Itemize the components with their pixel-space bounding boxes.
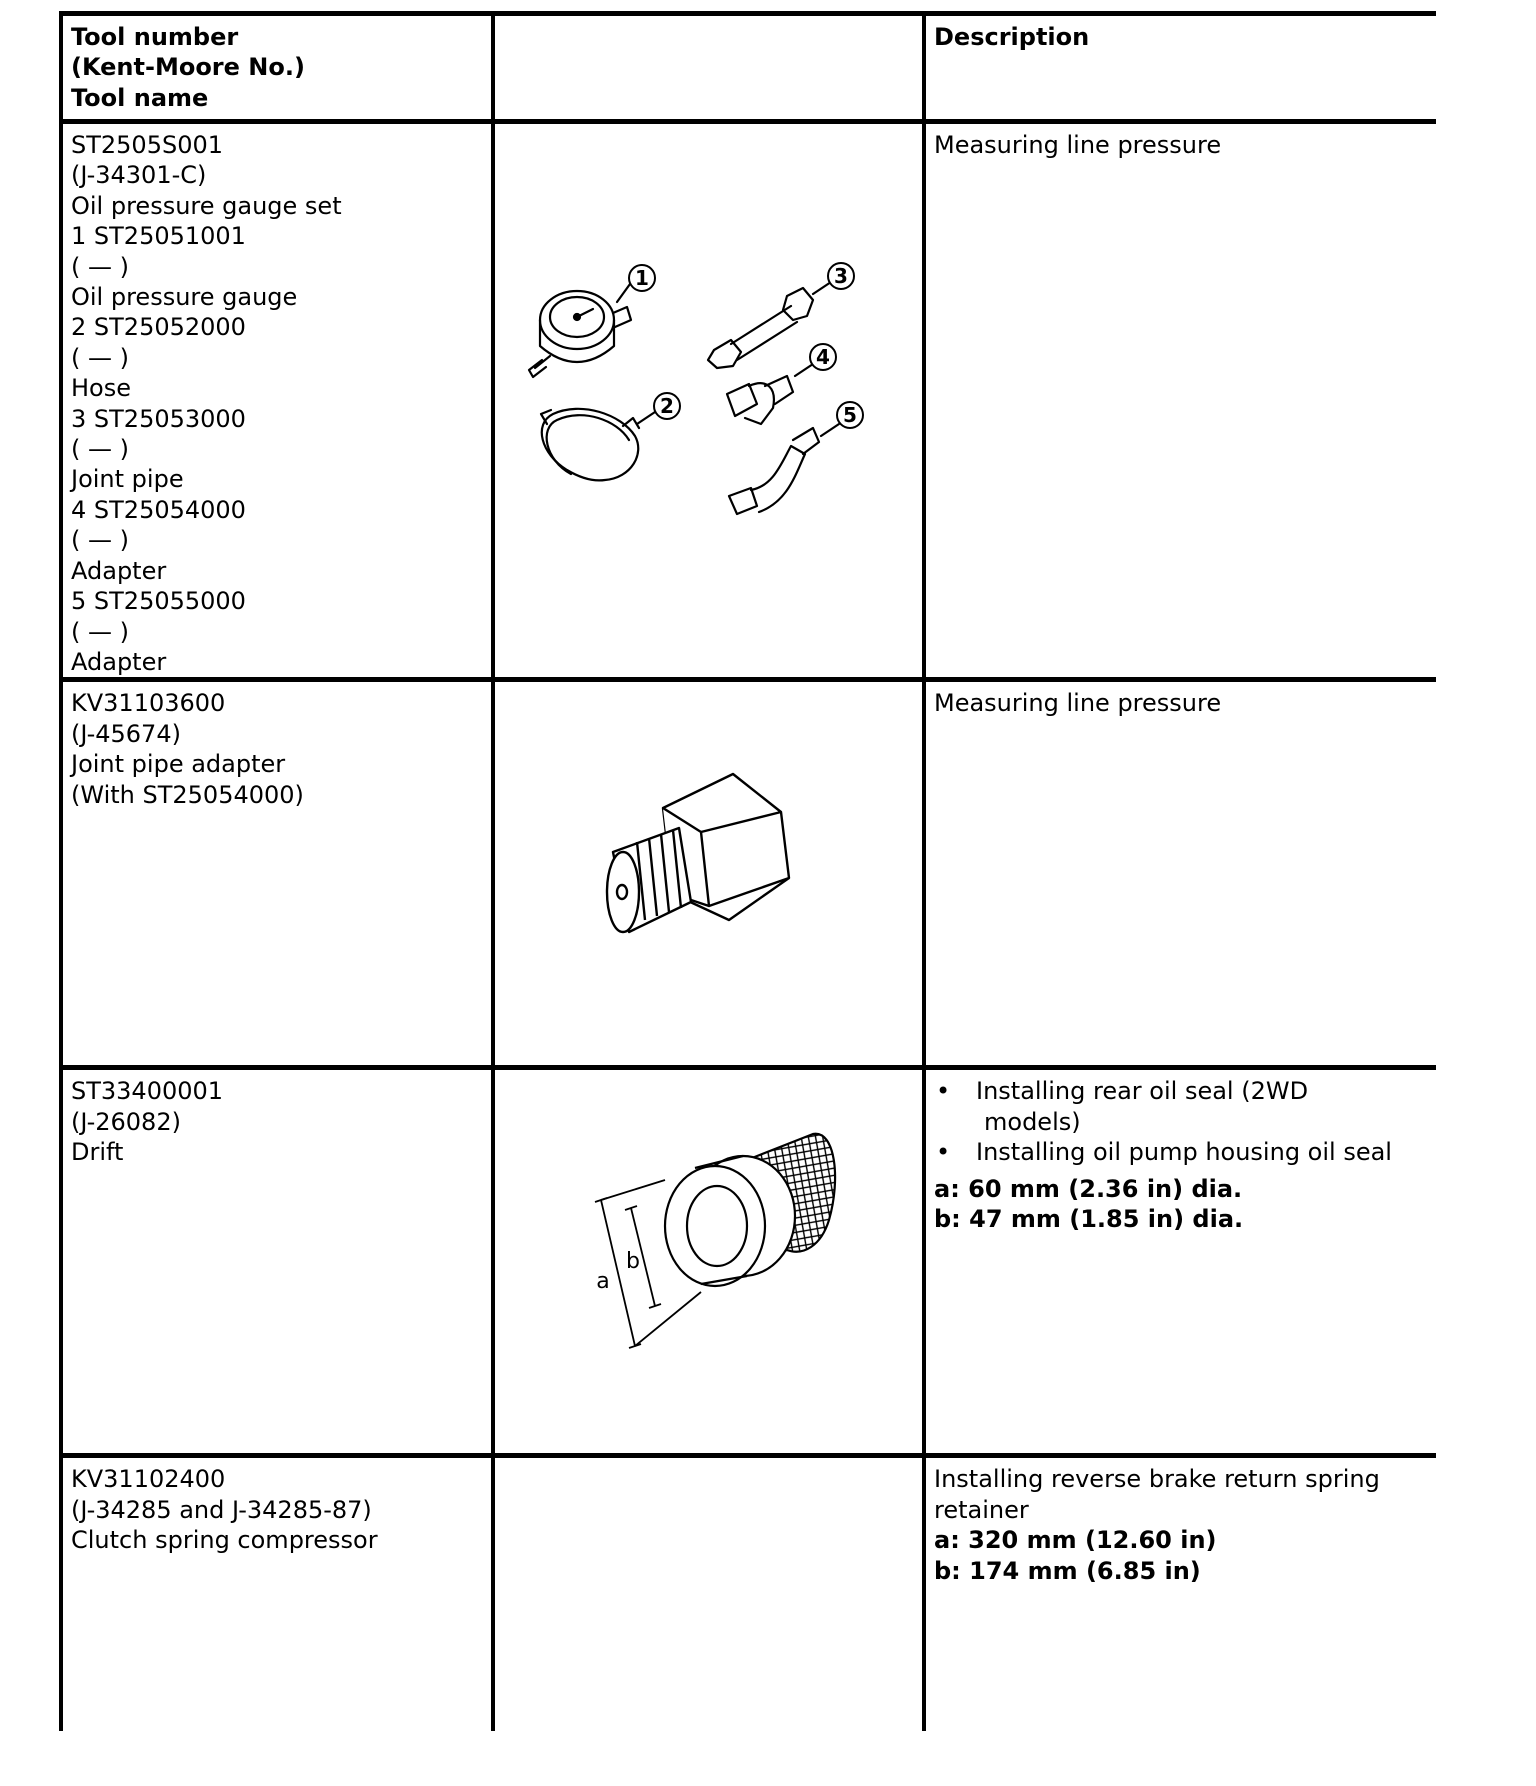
tool-line: 2 ST25052000 [71, 313, 246, 342]
illustration-cell [493, 1456, 924, 1731]
tool-table-sheet [59, 11, 1436, 1731]
illustration-cell [493, 122, 924, 680]
tool-line: Clutch spring compressor [71, 1526, 378, 1555]
description-text: Measuring line pressure [934, 131, 1222, 159]
callout-2: 2 [660, 394, 674, 418]
spec-a: a: 60 mm (2.36 in) dia. [934, 1174, 1243, 1203]
description-cell [924, 1068, 1436, 1456]
spec-a: a: 320 mm (12.60 in) [934, 1526, 1217, 1555]
hose-drawing [541, 409, 655, 481]
tool-line: 1 ST25051001 [71, 222, 246, 251]
header-illustration-cell [493, 14, 924, 122]
drift-illustration [495, 1070, 924, 1453]
tool-line: ST33400001 [71, 1077, 224, 1106]
bullet-text: Installing oil pump housing oil seal [976, 1138, 1392, 1167]
illustration-cell [493, 1068, 924, 1456]
tool-line: (J-26082) [71, 1107, 181, 1136]
bullet-dot: • [936, 1077, 951, 1106]
description-cell [924, 1456, 1436, 1731]
bullet-text-continued: models) [984, 1107, 1081, 1136]
tool-line: ( — ) [71, 435, 129, 464]
bullet-item [934, 1137, 1436, 1167]
table-row [61, 1456, 1436, 1731]
table-row [61, 122, 1436, 680]
tool-line: Adapter [71, 647, 167, 676]
callout-1: 1 [635, 266, 649, 290]
tool-line: Hose [71, 374, 131, 403]
description-cell [924, 680, 1436, 1068]
tool-line: Oil pressure gauge [71, 283, 298, 312]
joint-pipe-adapter-illustration [495, 682, 924, 1065]
table-header-row [61, 14, 1436, 122]
bullet-dot: • [936, 1138, 951, 1167]
bullet-item [934, 1076, 1436, 1137]
table-row [61, 1068, 1436, 1456]
tool-line: KV31103600 [71, 689, 226, 718]
tool-line: ( — ) [71, 617, 129, 646]
tool-line: 4 ST25054000 [71, 495, 246, 524]
oil-pressure-gauge-drawing [529, 284, 631, 377]
tool-line: (J-34285 and J-34285-87) [71, 1495, 372, 1524]
tool-line: ST2505S001 [71, 131, 224, 159]
tool-cell [61, 1456, 493, 1731]
dimension-label-a: a [596, 1269, 610, 1295]
description-text: retainer [934, 1495, 1029, 1524]
dimension-label-b: b [626, 1249, 640, 1275]
adapter-5-drawing [729, 424, 839, 514]
description-text: Measuring line pressure [934, 689, 1222, 718]
header-tool-number: Tool number [71, 23, 239, 51]
adapter-4-drawing [727, 364, 813, 424]
tool-line: ( — ) [71, 252, 129, 281]
spec-b: b: 174 mm (6.85 in) [934, 1556, 1201, 1585]
tool-cell [61, 1068, 493, 1456]
header-description-cell [924, 14, 1436, 122]
header-kent-moore: (Kent-Moore No.) [71, 53, 305, 82]
spec-b: b: 47 mm (1.85 in) dia. [934, 1204, 1244, 1233]
special-service-tools-table [59, 11, 1436, 1731]
illustration-cell [493, 680, 924, 1068]
header-tool-cell [61, 14, 493, 122]
table-row [61, 680, 1436, 1068]
bullet-text: Installing rear oil seal (2WD [976, 1077, 1309, 1106]
description-text: Installing reverse brake return spring [934, 1465, 1380, 1494]
tool-line: Oil pressure gauge set [71, 191, 342, 220]
description-cell [924, 122, 1436, 680]
tool-line: ( — ) [71, 526, 129, 555]
tool-line: (J-45674) [71, 719, 181, 748]
callout-5: 5 [843, 403, 857, 427]
tool-line: Joint pipe [71, 465, 184, 494]
tool-line: KV31102400 [71, 1465, 226, 1494]
header-tool-name: Tool name [71, 83, 209, 112]
tool-cell [61, 122, 493, 680]
oil-pressure-gauge-set-illustration [495, 124, 924, 676]
tool-line: Joint pipe adapter [71, 750, 286, 779]
header-description: Description [934, 23, 1090, 51]
tool-line: (With ST25054000) [71, 780, 304, 809]
tool-line: Drift [71, 1138, 124, 1167]
tool-line: Adapter [71, 556, 167, 585]
callout-3: 3 [834, 264, 848, 288]
tool-line: ( — ) [71, 343, 129, 372]
tool-line: 5 ST25055000 [71, 587, 246, 616]
tool-line: 3 ST25053000 [71, 404, 246, 433]
callout-4: 4 [816, 345, 830, 369]
tool-line: (J-34301-C) [71, 161, 207, 190]
tool-cell [61, 680, 493, 1068]
